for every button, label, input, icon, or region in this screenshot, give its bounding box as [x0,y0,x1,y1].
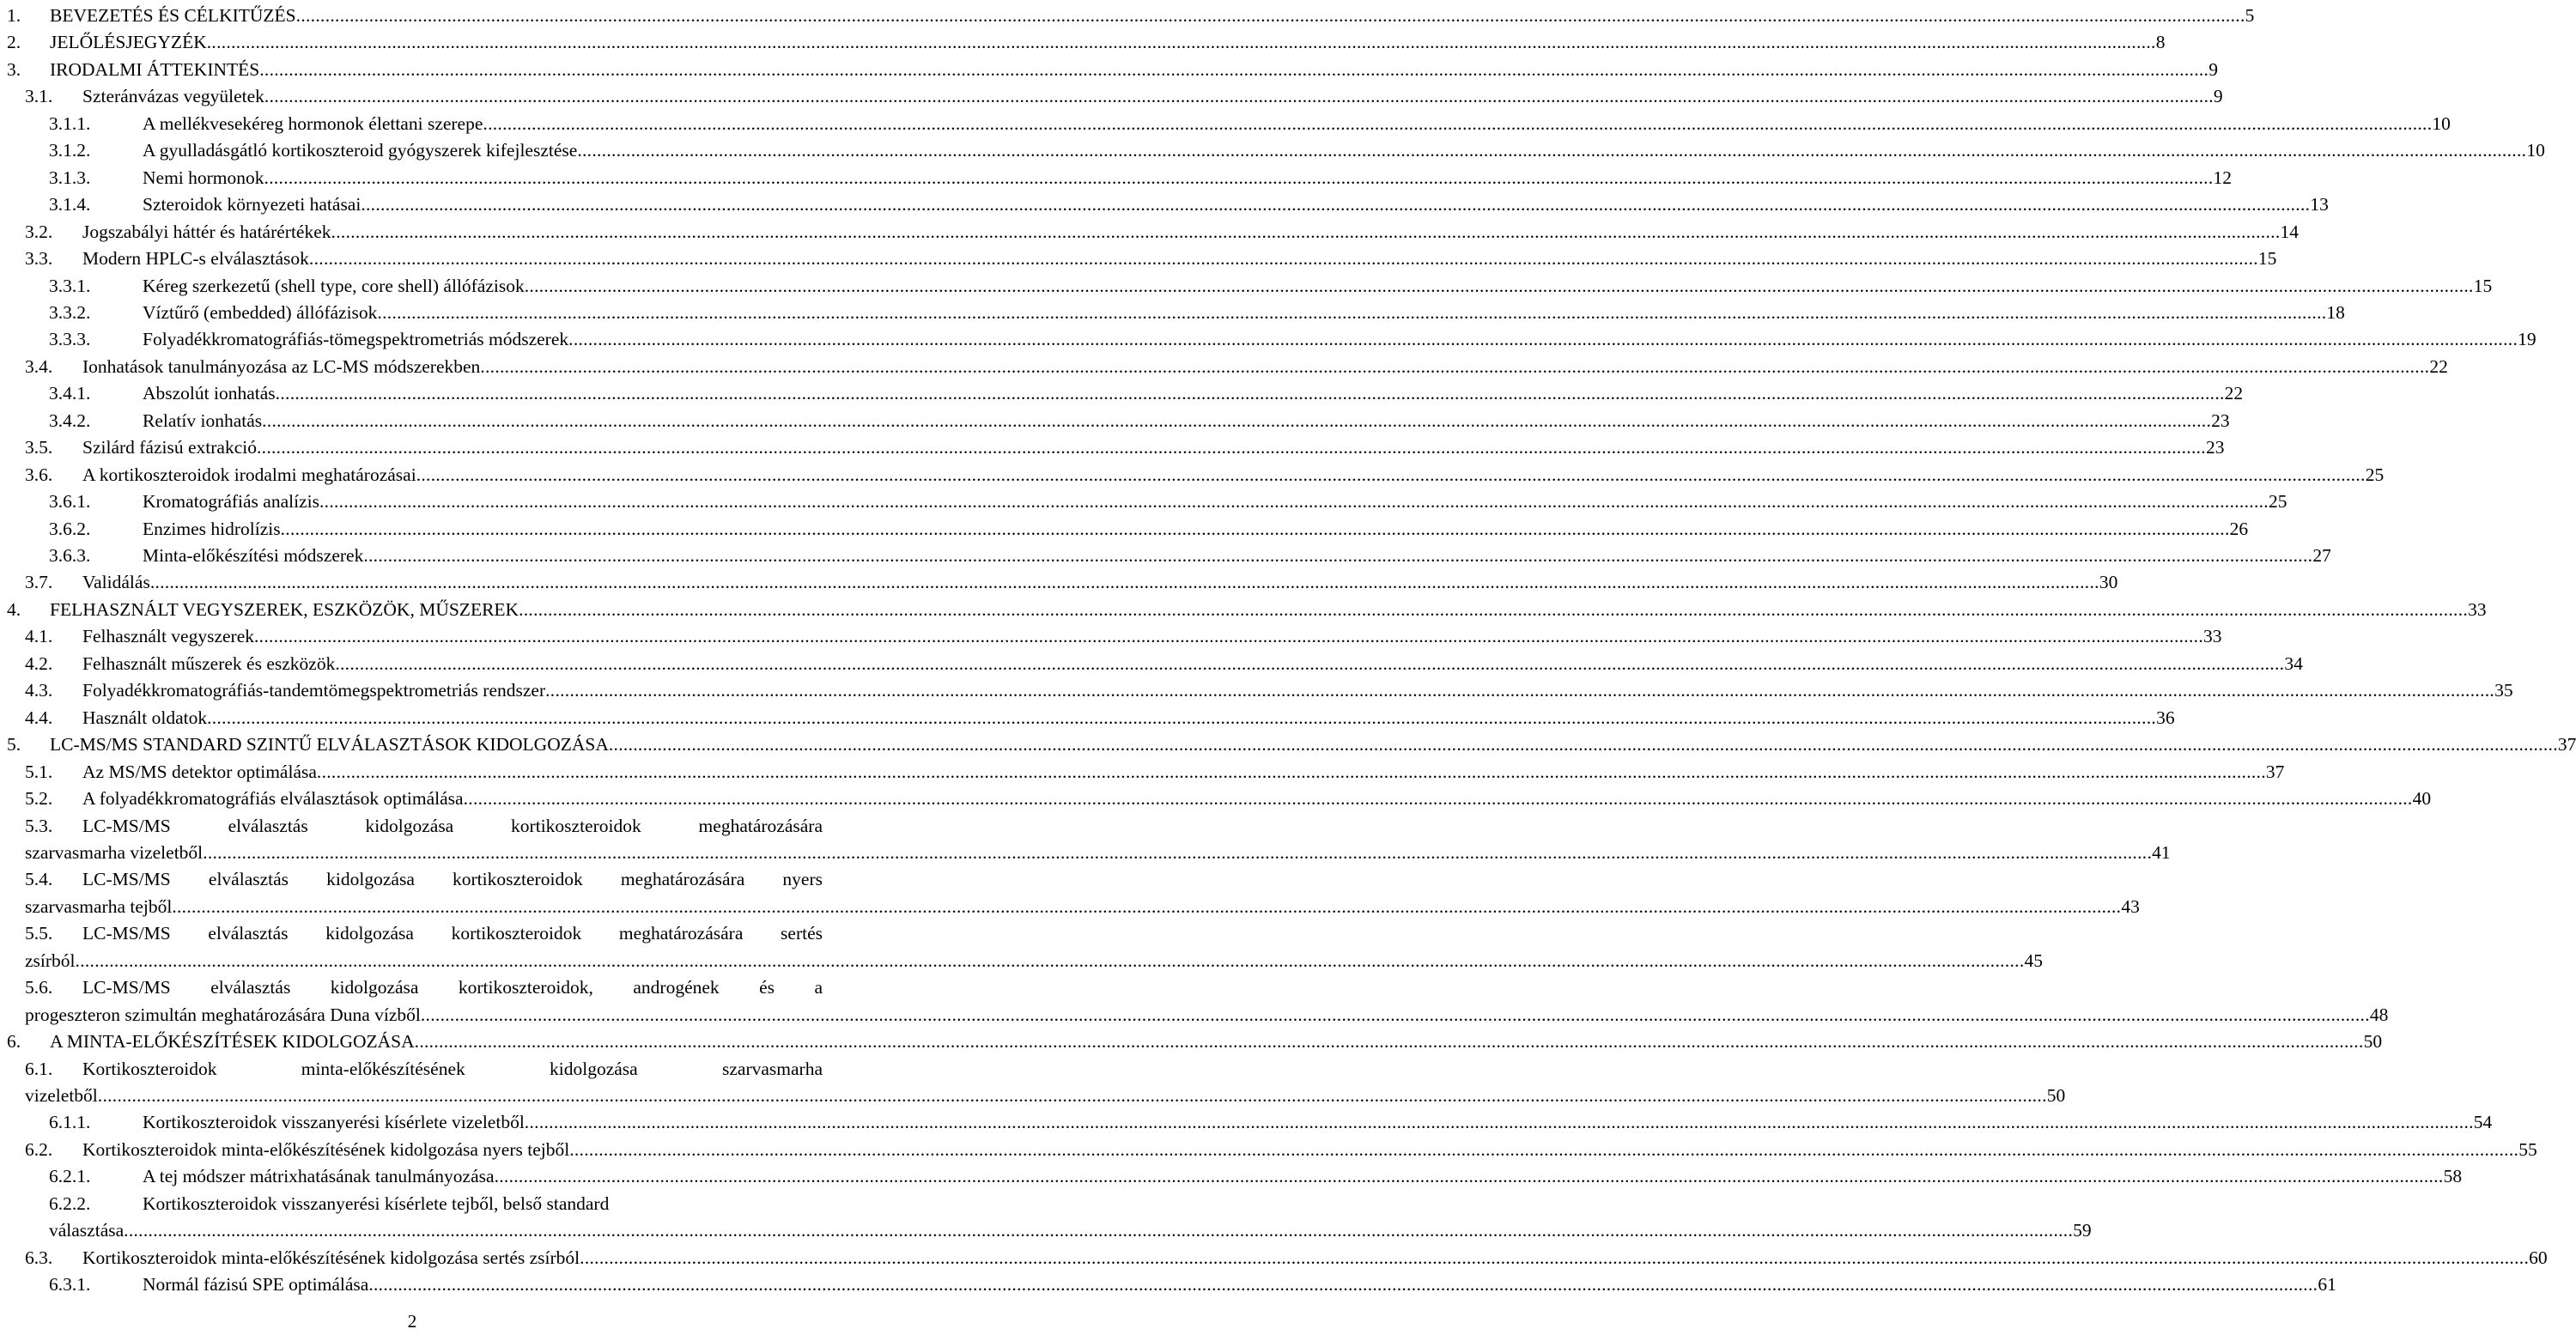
toc-title: Felhasznált vegyszerek [82,626,254,646]
toc-page: 23 [2205,437,2225,458]
toc-page: 43 [2121,896,2140,917]
toc-line [0,651,2303,677]
toc-title-row [143,300,2345,326]
toc-number: 3.1. [25,86,53,106]
toc-page: 61 [2318,1274,2336,1295]
toc-page: 10 [2432,113,2451,134]
toc-number: 6.3.1. [49,1274,91,1295]
toc-line [0,1163,2463,1190]
toc-title-row [82,83,2223,110]
toc-number: 3.1.1. [49,113,91,134]
toc-line [0,920,823,947]
toc-page: 34 [2284,653,2303,674]
toc-line [0,623,2222,650]
toc-title-row [82,246,2277,272]
toc-number: 5.3. [25,816,53,836]
dot-leader: ................................................................................................................................................................................................................................................................................................................................................................................................................ [275,383,2225,404]
toc-title: JELŐLÉSJEGYZÉK [50,32,207,52]
toc-line [0,462,2385,488]
toc-line [0,191,2329,218]
toc-title: Kortikoszteroidok minta-előkészítésének kidolgozása sertés zsírból [82,1247,580,1268]
toc-title-row [82,1137,2537,1163]
toc-title: Szteránvázas vegyületek [82,86,264,106]
toc-line [0,219,2300,246]
toc-line [0,786,2432,812]
toc-line [0,354,2448,380]
dot-leader: ................................................................................................................................................................................................................................................................................................................................................................................................................ [494,1166,2444,1186]
dot-leader: ................................................................................................................................................................................................................................................................................................................................................................................................................ [414,1031,2364,1052]
toc-line [0,326,2537,353]
toc-line [0,569,2118,596]
toc-page: 36 [2156,707,2175,728]
toc-page: 33 [2203,626,2222,646]
toc-title-row [143,408,2230,434]
toc-title-row [50,731,2576,758]
toc-title-row [143,191,2329,218]
toc-title-row [82,705,2175,731]
dot-leader: ................................................................................................................................................................................................................................................................................................................................................................................................................ [264,167,2214,188]
toc-title: Kortikoszteroidok minta-előkészítésének kidolgozása szarvasmarha [82,1059,823,1079]
toc-title: LC-MS/MS elválasztás kidolgozása kortikoszteroidok meghatározására nyers [82,869,823,889]
toc-number: 4.2. [25,653,53,674]
toc-line [0,3,2255,29]
toc-title: Modern HPLC-s elválasztások [82,248,309,269]
dot-leader: ................................................................................................................................................................................................................................................................................................................................................................................................................ [608,734,2558,755]
toc-title-row [82,759,2285,786]
toc-number: 3.4.1. [49,383,91,404]
dot-leader: ................................................................................................................................................................................................................................................................................................................................................................................................................ [124,1220,2074,1241]
toc-title-row [143,543,2331,569]
toc-page: 59 [2073,1220,2092,1241]
toc-title-row [143,1271,2336,1298]
toc-line [0,1029,2383,1055]
page-number: 2 [407,1311,417,1332]
toc-line [0,1137,2537,1163]
toc-line [0,974,823,1001]
toc-page: 12 [2213,167,2233,188]
toc-title-row [82,651,2303,677]
dot-leader: ................................................................................................................................................................................................................................................................................................................................................................................................................ [262,410,2212,431]
toc-line [0,1245,2548,1271]
toc-title-row [50,1029,2383,1055]
toc-page: 37 [2557,734,2576,755]
toc-page: 55 [2518,1139,2537,1160]
toc-page: 19 [2518,329,2537,349]
dot-leader: ................................................................................................................................................................................................................................................................................................................................................................................................................ [416,464,2366,485]
dot-leader: ................................................................................................................................................................................................................................................................................................................................................................................................................ [463,788,2413,809]
toc-title-row [143,137,2545,164]
toc-title-row [143,516,2249,543]
toc-page: 25 [2365,464,2385,485]
toc-title: Enzimes hidrolízis [143,519,281,539]
toc-title-row [82,677,2513,704]
toc-title: Folyadékkromatográfiás-tandemtömegspektrometriás rendszer [82,680,546,701]
toc-page: 10 [2526,140,2545,161]
toc-number: 6.1.1. [49,1112,91,1132]
toc-page: 25 [2268,491,2287,512]
toc-page: 58 [2443,1166,2463,1186]
toc-page: 15 [2257,248,2277,269]
toc-title-continued: zsírból [25,950,76,971]
toc-title: Az MS/MS detektor optimálása [82,762,317,782]
toc-title-row [50,57,2218,83]
toc-page: 27 [2312,545,2331,566]
toc-line [0,894,2140,920]
toc-line [0,273,2493,300]
toc-number: 4.4. [25,707,53,728]
dot-leader: ................................................................................................................................................................................................................................................................................................................................................................................................................ [361,194,2311,215]
toc-number: 6.1. [25,1059,53,1079]
toc-page: 22 [2429,356,2448,377]
toc-title: Jogszabályi háttér és határértékek [82,221,331,242]
toc-page: 41 [2152,842,2171,863]
toc-line [0,705,2175,731]
dot-leader: ................................................................................................................................................................................................................................................................................................................................................................................................................ [256,437,2206,458]
toc-number: 5.1. [25,762,53,782]
dot-leader: ................................................................................................................................................................................................................................................................................................................................................................................................................ [308,248,2258,269]
dot-leader: ................................................................................................................................................................................................................................................................................................................................................................................................................ [420,1004,2370,1025]
toc-line [0,488,2287,515]
dot-leader: ................................................................................................................................................................................................................................................................................................................................................................................................................ [377,302,2327,323]
toc-number: 3.1.4. [49,194,91,215]
toc-title: LC-MS/MS STANDARD SZINTŰ ELVÁLASZTÁSOK KIDOLGOZÁSA [50,734,609,755]
toc-title: Folyadékkromatográfiás-tömegspektrometriás módszerek [143,329,569,349]
toc-title-row [82,462,2385,488]
toc-number: 3.6. [25,464,53,485]
toc-line [0,543,2331,569]
dot-leader: ................................................................................................................................................................................................................................................................................................................................................................................................................ [97,1085,2047,1106]
dot-leader: ................................................................................................................................................................................................................................................................................................................................................................................................................ [483,113,2433,134]
dot-leader: ................................................................................................................................................................................................................................................................................................................................................................................................................ [331,221,2281,242]
toc-title: Kortikoszteroidok visszanyerési kísérlete tejből, belső standard [143,1193,610,1214]
toc-title: A kortikoszteroidok irodalmi meghatározásai [82,464,416,485]
dot-leader: ................................................................................................................................................................................................................................................................................................................................................................................................................ [363,545,2313,566]
toc-title-continued: vizeletből [25,1085,98,1106]
toc-line [0,246,2277,272]
toc-title-row [82,219,2300,246]
toc-page: 40 [2412,788,2432,809]
toc-number: 3.1.2. [49,140,91,161]
toc-title: BEVEZETÉS ÉS CÉLKITŰZÉS [50,5,296,26]
toc-title-row [143,111,2451,137]
toc-line [0,380,2244,407]
toc-number: 4.1. [25,626,53,646]
toc-title-row [143,165,2233,191]
toc-line [0,1271,2336,1298]
toc-title-row [143,1163,2463,1190]
dot-leader: ................................................................................................................................................................................................................................................................................................................................................................................................................ [149,572,2099,592]
toc-title-row [25,948,2044,974]
toc-number: 5.5. [25,923,53,944]
toc-number: 6.2. [25,1139,53,1160]
toc-page: 23 [2211,410,2230,431]
toc-line [0,948,2044,974]
toc-title: Víztűrő (embedded) állófázisok [143,302,378,323]
toc-line [0,840,2171,866]
toc-page: 50 [2046,1085,2066,1106]
dot-leader: ................................................................................................................................................................................................................................................................................................................................................................................................................ [203,842,2153,863]
toc-number: 5.6. [25,977,53,998]
toc-title-row [143,488,2287,515]
toc-title: LC-MS/MS elválasztás kidolgozása kortikoszteroidok, androgének és a [82,977,823,998]
dot-leader: ................................................................................................................................................................................................................................................................................................................................................................................................................ [577,140,2527,161]
toc-title: Használt oldatok [82,707,208,728]
toc-number: 5. [7,734,21,755]
toc-title: Ionhatások tanulmányozása az LC-MS módszerekben [82,356,481,377]
toc-number: 2. [7,32,21,52]
toc-line [0,1056,823,1083]
toc-page: 30 [2099,572,2118,592]
toc-title-continued: progeszteron szimultán meghatározására Duna vízből [25,1004,421,1025]
toc-title-row [143,326,2537,353]
toc-page: 8 [2155,32,2166,52]
toc-title: Relatív ionhatás [143,410,263,431]
toc-title-row [25,894,2140,920]
toc-number: 3. [7,59,21,80]
toc-line [0,866,823,893]
toc-number: 3.6.1. [49,491,91,512]
toc-page: 54 [2473,1112,2493,1132]
dot-leader: ................................................................................................................................................................................................................................................................................................................................................................................................................ [480,356,2430,377]
toc-number: 1. [7,5,21,26]
toc-line [0,813,823,840]
toc-title: Felhasznált műszerek és eszközök [82,653,336,674]
toc-number: 3.6.2. [49,519,91,539]
toc-number: 3.2. [25,221,53,242]
toc-title-continued: szarvasmarha tejből [25,896,173,917]
dot-leader: ................................................................................................................................................................................................................................................................................................................................................................................................................ [335,653,2285,674]
toc-line [0,111,2451,137]
toc-number: 6.3. [25,1247,53,1268]
dot-leader: ................................................................................................................................................................................................................................................................................................................................................................................................................ [264,86,2214,106]
toc-title: Kortikoszteroidok visszanyerési kísérlete vizeletből [143,1112,525,1132]
toc-line [0,300,2345,326]
toc-number: 4. [7,599,21,620]
toc-line [0,516,2249,543]
toc-line [0,434,2225,461]
toc-title: LC-MS/MS elválasztás kidolgozása kortikoszteroidok meghatározására [82,816,823,836]
dot-leader: ................................................................................................................................................................................................................................................................................................................................................................................................................ [524,276,2474,296]
toc-page: 45 [2024,950,2044,971]
toc-line [0,677,2513,704]
toc-number: 6.2.1. [49,1166,91,1186]
toc-line [0,1217,2092,1244]
toc-title: Szteroidok környezeti hatásai [143,194,361,215]
toc-title-row [49,1217,2092,1244]
toc-page: 37 [2265,762,2285,782]
toc-page: 18 [2326,302,2345,323]
dot-leader: ................................................................................................................................................................................................................................................................................................................................................................................................................ [259,59,2209,80]
toc-number: 6. [7,1031,21,1052]
toc-line [0,83,2223,110]
toc-page: 5 [2245,5,2255,26]
toc-title: Minta-előkészítési módszerek [143,545,364,566]
toc-title-row [50,3,2255,29]
dot-leader: ................................................................................................................................................................................................................................................................................................................................................................................................................ [295,5,2245,26]
toc-title-row [143,273,2493,300]
dot-leader: ................................................................................................................................................................................................................................................................................................................................................................................................................ [172,896,2122,917]
toc-title-row [82,354,2448,380]
toc-title: A mellékvesekéreg hormonok élettani szerepe [143,113,483,134]
dot-leader: ................................................................................................................................................................................................................................................................................................................................................................................................................ [580,1247,2530,1268]
dot-leader: ................................................................................................................................................................................................................................................................................................................................................................................................................ [316,762,2266,782]
toc-number: 3.3.2. [49,302,91,323]
toc-page: 13 [2310,194,2329,215]
dot-leader: ................................................................................................................................................................................................................................................................................................................................................................................................................ [569,1139,2519,1160]
dot-leader: ................................................................................................................................................................................................................................................................................................................................................................................................................ [280,519,2230,539]
toc-page: 15 [2473,276,2493,296]
toc-title: Validálás [82,572,150,592]
toc-number: 6.2.2. [49,1193,91,1214]
toc-title: A gyulladásgátló kortikoszteroid gyógyszerek kifejlesztése [143,140,578,161]
toc-title: A folyadékkromatográfiás elválasztások optimálása [82,788,464,809]
toc-title-row [50,29,2166,56]
toc-page: 48 [2369,1004,2389,1025]
toc-title: LC-MS/MS elválasztás kidolgozása kortikoszteroidok meghatározására sertés [82,923,823,944]
toc-line [0,137,2545,164]
toc-page: 14 [2280,221,2300,242]
toc-title: IRODALMI ÁTTEKINTÉS [50,59,260,80]
toc-title-row [50,597,2487,623]
toc-title: Kromatográfiás analízis [143,491,319,512]
dot-leader: ................................................................................................................................................................................................................................................................................................................................................................................................................ [319,491,2269,512]
toc-number: 4.3. [25,680,53,701]
toc-title-row [25,840,2171,866]
toc-number: 3.1.3. [49,167,91,188]
toc-number: 3.7. [25,572,53,592]
toc-title-continued: választása [49,1220,125,1241]
toc-page: 9 [2208,59,2218,80]
toc-title-row [82,623,2222,650]
toc-number: 5.2. [25,788,53,809]
toc-number: 3.5. [25,437,53,458]
dot-leader: ................................................................................................................................................................................................................................................................................................................................................................................................................ [368,1274,2318,1295]
dot-leader: ................................................................................................................................................................................................................................................................................................................................................................................................................ [545,680,2495,701]
toc-page: 22 [2224,383,2244,404]
toc-title: A tej módszer mátrixhatásának tanulmányozása [143,1166,495,1186]
toc-line [0,731,2576,758]
toc-title-row [82,786,2432,812]
toc-number: 3.4.2. [49,410,91,431]
toc-title: Kéreg szerkezetű (shell type, core shell) állófázisok [143,276,525,296]
toc-number: 3.3.3. [49,329,91,349]
toc-page: 50 [2363,1031,2383,1052]
dot-leader: ................................................................................................................................................................................................................................................................................................................................................................................................................ [206,32,2156,52]
toc-title-row [143,380,2244,407]
dot-leader: ................................................................................................................................................................................................................................................................................................................................................................................................................ [254,626,2203,646]
toc-number: 3.3.1. [49,276,91,296]
toc-title-row [82,569,2118,596]
toc-title-row [82,434,2225,461]
toc-page: 9 [2213,86,2223,106]
toc-line [0,597,2487,623]
toc-line [0,29,2166,56]
toc-line [0,1109,2493,1136]
toc-page: 33 [2468,599,2487,620]
toc-title: Kortikoszteroidok minta-előkészítésének kidolgozása nyers tejből [82,1139,570,1160]
toc-line [0,57,2218,83]
toc-title: Nemi hormonok [143,167,264,188]
dot-leader: ................................................................................................................................................................................................................................................................................................................................................................................................................ [524,1112,2474,1132]
toc-line [0,1002,2389,1029]
toc-title: Abszolút ionhatás [143,383,276,404]
toc-page: 60 [2529,1247,2548,1268]
dot-leader: ................................................................................................................................................................................................................................................................................................................................................................................................................ [568,329,2518,349]
toc-line [0,1191,823,1217]
toc-number: 5.4. [25,869,53,889]
toc-title-row [143,1109,2493,1136]
toc-title: A MINTA-ELŐKÉSZÍTÉSEK KIDOLGOZÁSA [50,1031,415,1052]
dot-leader: ................................................................................................................................................................................................................................................................................................................................................................................................................ [75,950,2025,971]
toc-line [0,165,2233,191]
toc-number: 3.4. [25,356,53,377]
toc-title: Normál fázisú SPE optimálása [143,1274,369,1295]
toc-number: 3.6.3. [49,545,91,566]
toc-number: 3.3. [25,248,53,269]
toc-page: 26 [2229,519,2249,539]
toc-title-continued: szarvasmarha vizeletből [25,842,204,863]
toc-line [0,1083,2066,1109]
dot-leader: ................................................................................................................................................................................................................................................................................................................................................................................................................ [519,599,2469,620]
toc-title: Szilárd fázisú extrakció [82,437,257,458]
dot-leader: ................................................................................................................................................................................................................................................................................................................................................................................................................ [207,707,2157,728]
toc-page: 35 [2494,680,2513,701]
toc-line [0,759,2285,786]
toc-title-row [25,1083,2066,1109]
toc-title-row [25,1002,2389,1029]
toc-title-row [82,1245,2548,1271]
toc-line [0,408,2230,434]
toc-title: FELHASZNÁLT VEGYSZEREK, ESZKÖZÖK, MŰSZEREK [50,599,519,620]
